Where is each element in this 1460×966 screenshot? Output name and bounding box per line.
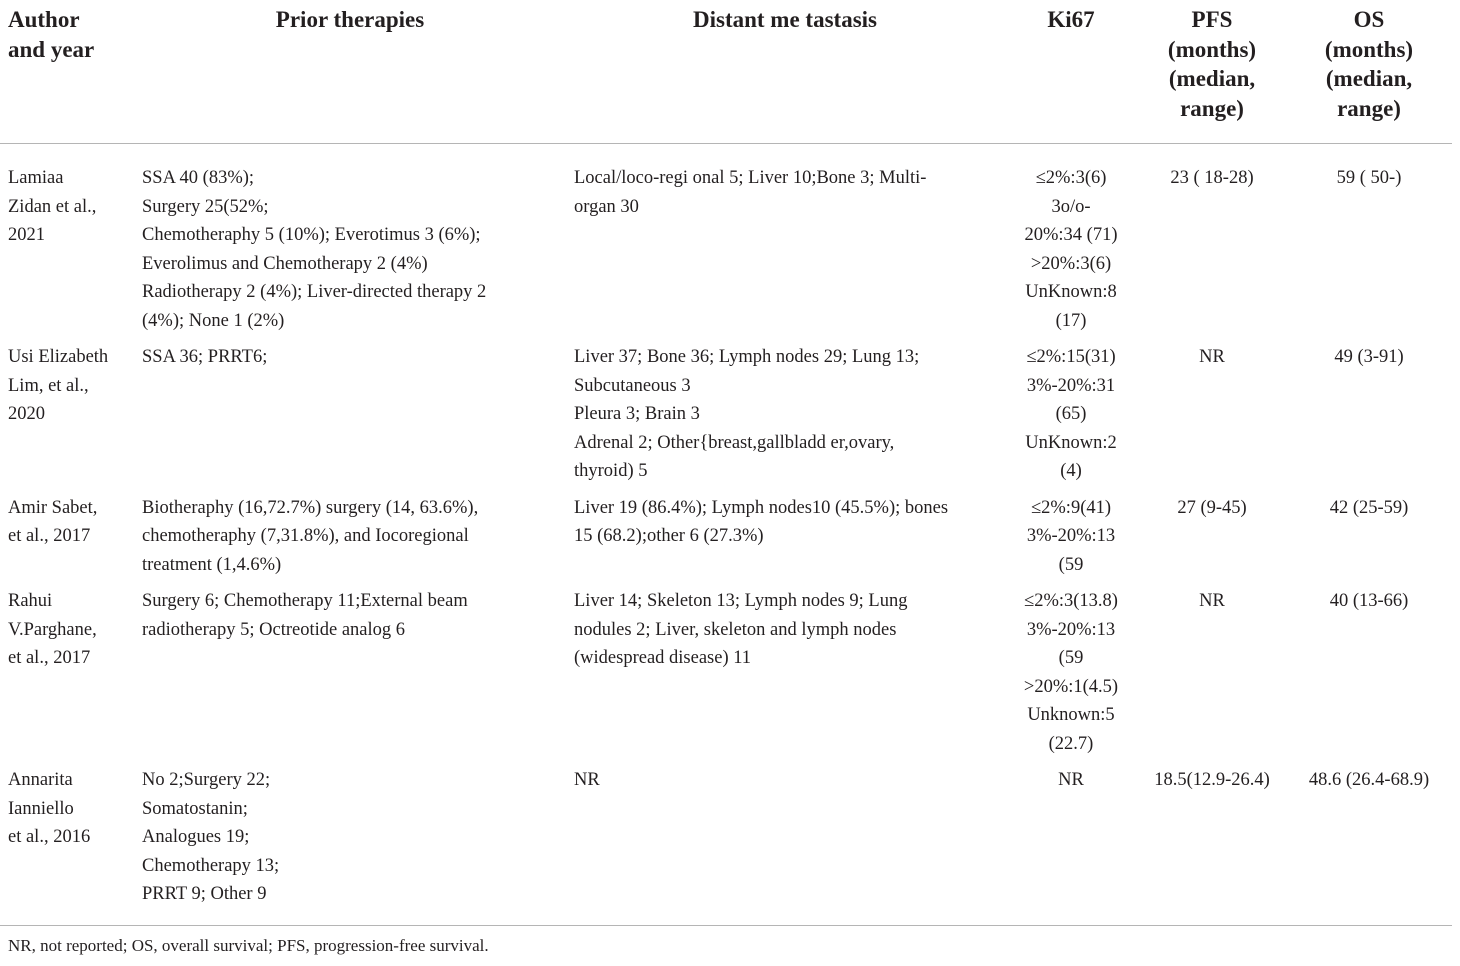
metastasis-cell: [566, 144, 1004, 344]
cell-line: (widespread disease) 11: [574, 648, 752, 668]
cell-line: 49 (3-91): [1334, 347, 1404, 367]
cell-line: (65): [1055, 404, 1087, 424]
prior-therapies-cell: [134, 144, 566, 344]
header-line: PFS: [1191, 7, 1233, 32]
cell-line: (17): [1055, 310, 1087, 331]
cell-line: NR: [574, 770, 600, 790]
cell-line: No 2;Surgery 22;: [142, 770, 271, 790]
metastasis-cell: [566, 494, 1004, 588]
ki67-cell: [1004, 343, 1138, 494]
author-year-header: [0, 0, 134, 144]
cell-line: 48.6 (26.4-68.9): [1308, 770, 1430, 790]
cell-line: Lamiaa: [8, 168, 64, 188]
cell-line: >20%:3(6): [1030, 253, 1112, 274]
cell-line: (4%); None 1 (2%): [142, 310, 285, 331]
cell-line: treatment (1,4.6%): [142, 554, 282, 575]
ki67-cell: [1004, 766, 1138, 925]
cell-line: Pleura 3; Brain 3: [574, 404, 700, 424]
metastasis-cell: [566, 343, 1004, 494]
cell-line: Zidan et al.,: [8, 196, 97, 217]
cell-line: NR: [1199, 347, 1225, 367]
cell-line: 15 (68.2);other 6 (27.3%): [574, 526, 764, 546]
table-row: [0, 144, 1452, 344]
cell-line: 2021: [8, 225, 45, 245]
cell-line: (4): [1060, 461, 1082, 481]
header-line: (months): [1324, 36, 1414, 62]
header-line: (months): [1167, 36, 1257, 62]
cell-line: NR: [1199, 591, 1225, 611]
cell-line: Local/loco-regi onal 5; Liver 10;Bone 3; Multi-: [574, 168, 927, 188]
cell-line: Lim, et al.,: [8, 375, 89, 396]
author-cell: [0, 587, 134, 766]
cell-line: SSA 40 (83%);: [142, 168, 255, 188]
cell-line: Rahui: [8, 591, 53, 611]
cell-line: Usi Elizabeth: [8, 347, 109, 367]
cell-line: nodules 2; Liver, skeleton and lymph nodes: [574, 619, 897, 640]
author-cell: [0, 144, 134, 344]
cell-line: Subcutaneous 3: [574, 375, 691, 396]
table-footnote: NR, not reported; OS, overall survival; PFS, progression-free survival.: [8, 936, 489, 955]
prior-therapies-cell: [134, 766, 566, 925]
cell-line: 3%-20%:31: [1026, 375, 1116, 396]
cell-line: 59 ( 50-): [1336, 168, 1402, 188]
cell-line: Surgery 6; Chemotherapy 11;External beam: [142, 591, 468, 611]
cell-line: Everolimus and Chemotherapy 2 (4%): [142, 253, 428, 274]
cell-line: Chemotherapy 13;: [142, 855, 280, 876]
header-line: range): [1337, 95, 1401, 121]
ki67-cell: [1004, 144, 1138, 344]
cell-line: radiotherapy 5; Octreotide analog 6: [142, 619, 406, 640]
cell-line: ≤2%:9(41): [1030, 497, 1112, 518]
cell-line: 18.5(12.9-26.4): [1154, 770, 1270, 790]
table-row: [0, 343, 1452, 494]
cell-line: UnKnown:2: [1025, 432, 1117, 453]
metastasis-cell: [566, 587, 1004, 766]
cell-line: Annarita: [8, 770, 73, 790]
cell-line: organ 30: [574, 196, 639, 217]
cell-line: 3%-20%:13: [1026, 619, 1116, 640]
header-line: Author: [8, 7, 80, 32]
ki67-cell: [1004, 587, 1138, 766]
prior-therapies-header: [134, 0, 566, 144]
cell-line: (59: [1058, 648, 1084, 668]
cell-line: 40 (13-66): [1329, 591, 1409, 611]
cell-line: PRRT 9; Other 9: [142, 884, 267, 904]
prior-therapies-cell: [134, 587, 566, 766]
metastasis-cell: [566, 766, 1004, 925]
table-row: [0, 494, 1452, 588]
cell-line: 20%:34 (71): [1024, 225, 1118, 245]
pfs-cell: [1138, 766, 1286, 925]
cell-line: 2020: [8, 404, 45, 424]
author-cell: [0, 494, 134, 588]
table-body: [0, 144, 1452, 926]
author-cell: [0, 766, 134, 925]
cell-line: thyroid) 5: [574, 461, 648, 481]
cell-line: Amir Sabet,: [8, 497, 98, 518]
cell-line: Chemotheraphy 5 (10%); Everotimus 3 (6%);: [142, 225, 481, 245]
header-line: range): [1180, 95, 1244, 121]
header-line: (median,: [1325, 66, 1413, 91]
os-cell: [1286, 766, 1452, 925]
os-cell: [1286, 494, 1452, 588]
cell-line: Somatostanin;: [142, 798, 248, 819]
cell-line: et al., 2017: [8, 648, 91, 668]
cell-line: 3o/o-: [1051, 196, 1091, 217]
cell-line: 27 (9-45): [1177, 497, 1247, 518]
cell-line: >20%:1(4.5): [1023, 676, 1119, 697]
cell-line: Ianniello: [8, 798, 74, 819]
ki67-header: [1004, 0, 1138, 144]
cell-line: Analogues 19;: [142, 827, 250, 847]
cell-line: NR: [1058, 770, 1084, 790]
cell-line: 3%-20%:13: [1026, 526, 1116, 546]
table-row: [0, 587, 1452, 766]
header-line: Distant me tastasis: [693, 7, 877, 32]
cell-line: UnKnown:8: [1025, 282, 1117, 302]
cell-line: ≤2%:3(6): [1035, 168, 1107, 188]
os-cell: [1286, 587, 1452, 766]
prior-therapies-cell: [134, 343, 566, 494]
pfs-cell: [1138, 144, 1286, 344]
os-cell: [1286, 144, 1452, 344]
distant-metastasis-header: [566, 0, 1004, 144]
pfs-header: [1138, 0, 1286, 144]
cell-line: 23 ( 18-28): [1170, 168, 1254, 188]
cell-line: Unknown:5: [1027, 705, 1115, 725]
header-line: OS: [1353, 7, 1385, 32]
header-line: Ki67: [1047, 7, 1095, 32]
header-line: and year: [8, 36, 95, 62]
author-cell: [0, 343, 134, 494]
cell-line: Liver 14; Skeleton 13; Lymph nodes 9; Lung: [574, 591, 908, 611]
pfs-cell: [1138, 343, 1286, 494]
cell-line: (22.7): [1048, 733, 1094, 754]
table-header: [0, 0, 1452, 144]
prior-therapies-cell: [134, 494, 566, 588]
cell-line: V.Parghane,: [8, 619, 97, 640]
cell-line: Liver 19 (86.4%); Lymph nodes10 (45.5%); bones: [574, 497, 949, 518]
cell-line: et al., 2016: [8, 827, 91, 847]
header-row: [0, 0, 1452, 144]
cell-line: chemotheraphy (7,31.8%), and Iocoregional: [142, 526, 469, 546]
cell-line: Liver 37; Bone 36; Lymph nodes 29; Lung 13;: [574, 347, 920, 367]
header-line: Prior therapies: [275, 7, 425, 32]
cell-line: 42 (25-59): [1329, 497, 1409, 518]
pfs-cell: [1138, 587, 1286, 766]
cell-line: Biotheraphy (16,72.7%) surgery (14, 63.6%),: [142, 497, 479, 518]
cell-line: Surgery 25(52%;: [142, 196, 269, 217]
cell-line: et al., 2017: [8, 526, 91, 546]
cell-line: Radiotherapy 2 (4%); Liver-directed therapy 2: [142, 282, 487, 302]
ki67-cell: [1004, 494, 1138, 588]
cell-line: ≤2%:15(31): [1026, 347, 1116, 367]
cell-line: Adrenal 2; Other{breast,gallbladd er,ovary,: [574, 432, 895, 453]
cell-line: SSA 36; PRRT6;: [142, 347, 268, 367]
header-line: (median,: [1168, 66, 1256, 91]
pfs-cell: [1138, 494, 1286, 588]
os-header: [1286, 0, 1452, 144]
table-row: [0, 766, 1452, 925]
cell-line: ≤2%:3(13.8): [1024, 591, 1118, 611]
cell-line: (59: [1058, 554, 1084, 575]
os-cell: [1286, 343, 1452, 494]
